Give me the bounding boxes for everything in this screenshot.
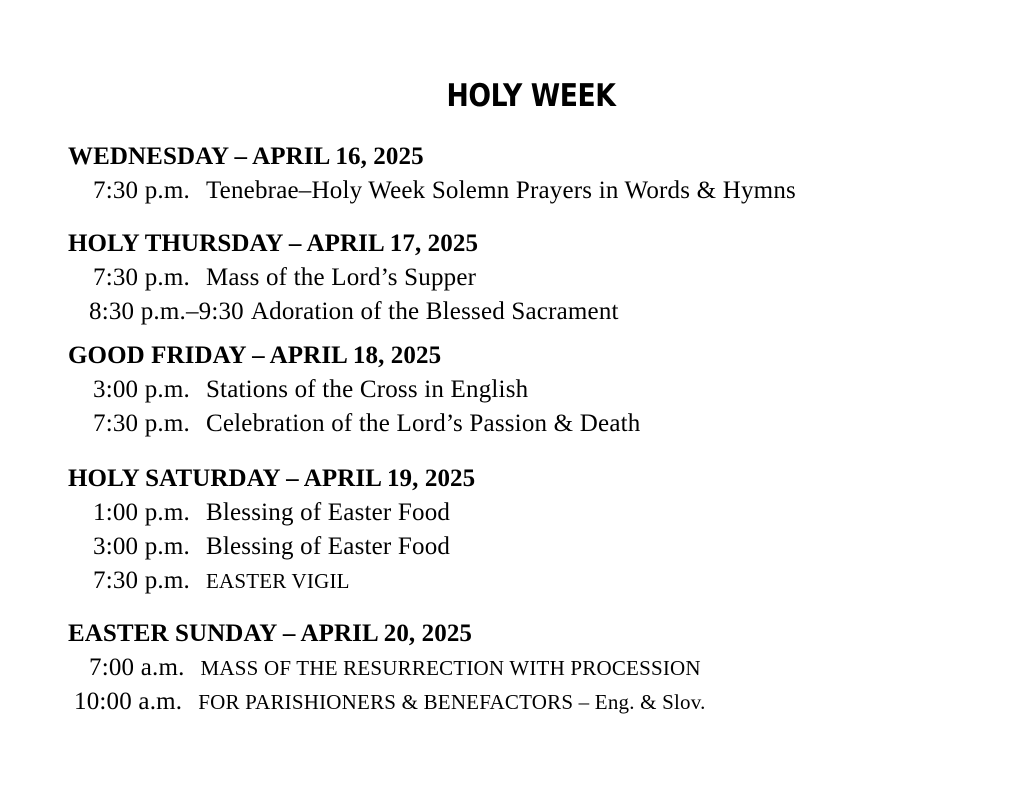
event-time: 7:30 p.m. — [93, 567, 190, 594]
event-line — [89, 298, 619, 326]
page-title — [74, 78, 955, 114]
page-title-text: HOLY WEEK — [446, 78, 616, 114]
event-line — [93, 410, 640, 438]
event-description: Tenebrae–Holy Week Solemn Prayers in Words & Hymns — [205, 177, 796, 204]
event-description: MASS OF THE RESURRECTION WITH PROCESSION — [200, 656, 701, 680]
event-description: Celebration of the Lord’s Passion & Death — [205, 410, 641, 437]
event-description: Adoration of the Blessed Sacrament — [250, 298, 619, 325]
day-heading-good-friday: GOOD FRIDAY – APRIL 18, 2025 — [68, 342, 442, 369]
day-heading-holy-saturday: HOLY SATURDAY – APRIL 19, 2025 — [68, 465, 476, 492]
day-heading-easter-sunday: EASTER SUNDAY – APRIL 20, 2025 — [68, 620, 473, 647]
event-line — [93, 499, 450, 527]
event-description: Stations of the Cross in English — [205, 376, 529, 403]
event-time: 7:30 p.m. — [93, 410, 190, 437]
event-time: 3:00 p.m. — [93, 376, 190, 403]
event-description: Blessing of Easter Food — [205, 499, 451, 526]
event-line — [89, 654, 701, 682]
event-time: 1:00 p.m. — [93, 499, 190, 526]
event-description: Blessing of Easter Food — [205, 533, 451, 560]
event-line — [93, 264, 476, 292]
event-time: 7:00 a.m. — [89, 654, 185, 681]
event-line — [93, 567, 350, 595]
event-line — [74, 688, 706, 716]
day-heading-wednesday: WEDNESDAY – APRIL 16, 2025 — [68, 143, 424, 170]
event-time: 8:30 p.m.–9:30 — [89, 298, 244, 325]
day-heading-holy-thursday: HOLY THURSDAY – APRIL 17, 2025 — [68, 230, 479, 257]
event-line — [93, 376, 528, 404]
event-time: 7:30 p.m. — [93, 264, 190, 291]
event-description: FOR PARISHIONERS & BENEFACTORS – Eng. & Slov. — [198, 690, 706, 714]
event-time: 7:30 p.m. — [93, 177, 190, 204]
event-description: EASTER VIGIL — [205, 569, 350, 593]
event-line — [93, 177, 796, 205]
event-time: 3:00 p.m. — [93, 533, 190, 560]
event-time: 10:00 a.m. — [74, 688, 183, 715]
event-description: Mass of the Lord’s Supper — [205, 264, 477, 291]
event-line — [93, 533, 450, 561]
